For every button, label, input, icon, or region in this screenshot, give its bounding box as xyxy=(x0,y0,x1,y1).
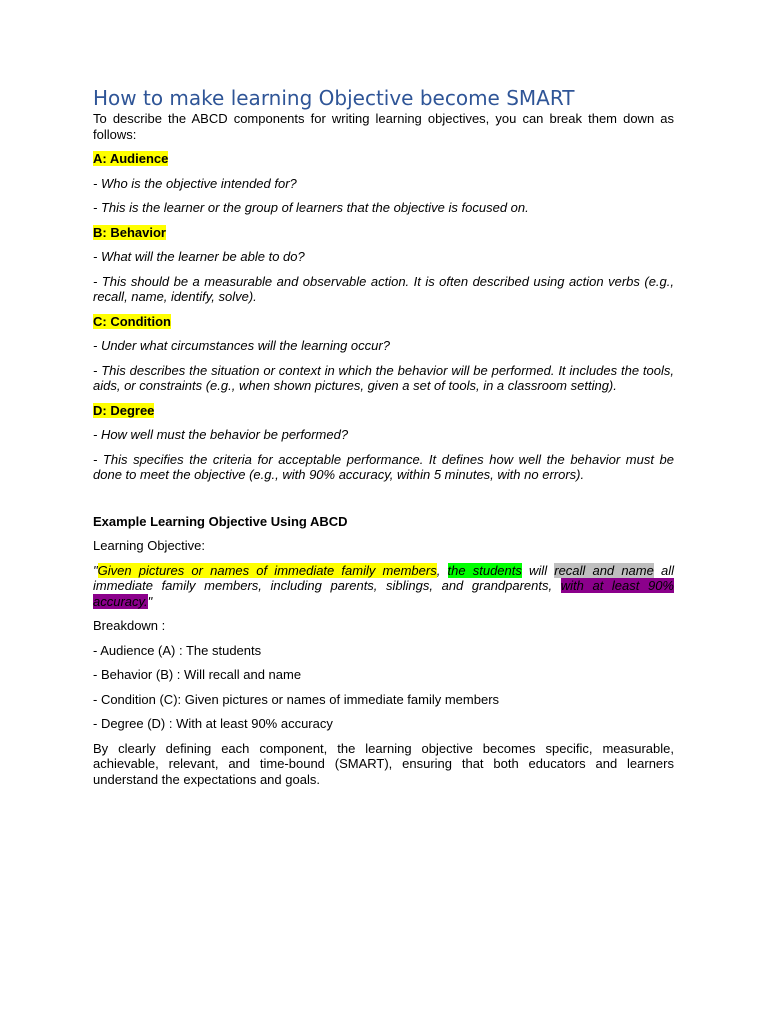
objective-audience-highlight: the students xyxy=(447,562,522,578)
document-title: How to make learning Objective become SMART xyxy=(93,86,575,110)
objective-condition-highlight: Given pictures or names of immediate family members xyxy=(97,562,437,578)
degree-heading-text: D: Degree xyxy=(93,402,155,418)
objective-middle: all immediate family members, including parents, siblings, and grandparents, xyxy=(93,562,675,593)
section-heading-degree xyxy=(93,403,674,419)
section-heading-behavior xyxy=(93,225,674,241)
learning-objective-label: Learning Objective: xyxy=(93,538,206,553)
breakdown-item-audience: - Audience (A) : The students xyxy=(93,642,262,658)
breakdown-item-behavior: - Behavior (B) : Will recall and name xyxy=(93,667,302,682)
behavior-question: - What will the learner be able to do? xyxy=(93,249,305,264)
breakdown-item-degree: - Degree (D) : With at least 90% accuracy xyxy=(93,716,333,731)
section-heading-audience xyxy=(93,151,674,167)
conclusion-paragraph: By clearly defining each component, the learning objective becomes specific, measurable, achievable, relevant, and time-bound (SMART), ensuring that both educators and learners understand the expectations and goals. xyxy=(93,740,674,787)
degree-question: - How well must the behavior be performed? xyxy=(93,427,349,442)
objective-will: will xyxy=(521,562,555,578)
section-spacer xyxy=(93,492,674,514)
objective-degree-highlight: with at least 90% accuracy. xyxy=(93,578,674,609)
breakdown-item-condition: - Condition (C): Given pictures or names of immediate family members xyxy=(93,691,500,707)
objective-open-quote: " xyxy=(93,562,98,578)
objective-comma: , xyxy=(436,562,448,578)
degree-description: - This specifies the criteria for acceptable performance. It defines how well the behavior must be done to meet the objective (e.g., with 90% accuracy, within 5 minutes, with no errors). xyxy=(93,451,674,482)
objective-close-quote: " xyxy=(147,593,153,609)
behavior-description: - This should be a measurable and observable action. It is often described using action verbs (e.g., recall, name, identify, solve). xyxy=(93,273,674,304)
intro-paragraph: To describe the ABCD components for writing learning objectives, you can break them down as follows: xyxy=(93,111,674,142)
objective-behavior-highlight: recall and name xyxy=(554,562,654,578)
audience-description: - This is the learner or the group of learners that the objective is focused on. xyxy=(93,200,529,215)
breakdown-label: Breakdown : xyxy=(93,618,166,633)
condition-description: - This describes the situation or context in which the behavior will be performed. It includes the tools, aids, or constraints (e.g., when shown pictures, given a set of tools, in a classroom setting). xyxy=(93,362,674,393)
audience-heading-text: A: Audience xyxy=(93,151,169,166)
condition-question: - Under what circumstances will the learning occur? xyxy=(93,338,390,353)
condition-heading-text: C: Condition xyxy=(93,313,171,329)
behavior-heading-text: B: Behavior xyxy=(93,224,166,240)
example-heading: Example Learning Objective Using ABCD xyxy=(93,513,348,529)
learning-objective-statement xyxy=(93,563,674,610)
audience-question: - Who is the objective intended for? xyxy=(93,175,297,191)
section-heading-condition xyxy=(93,314,674,330)
